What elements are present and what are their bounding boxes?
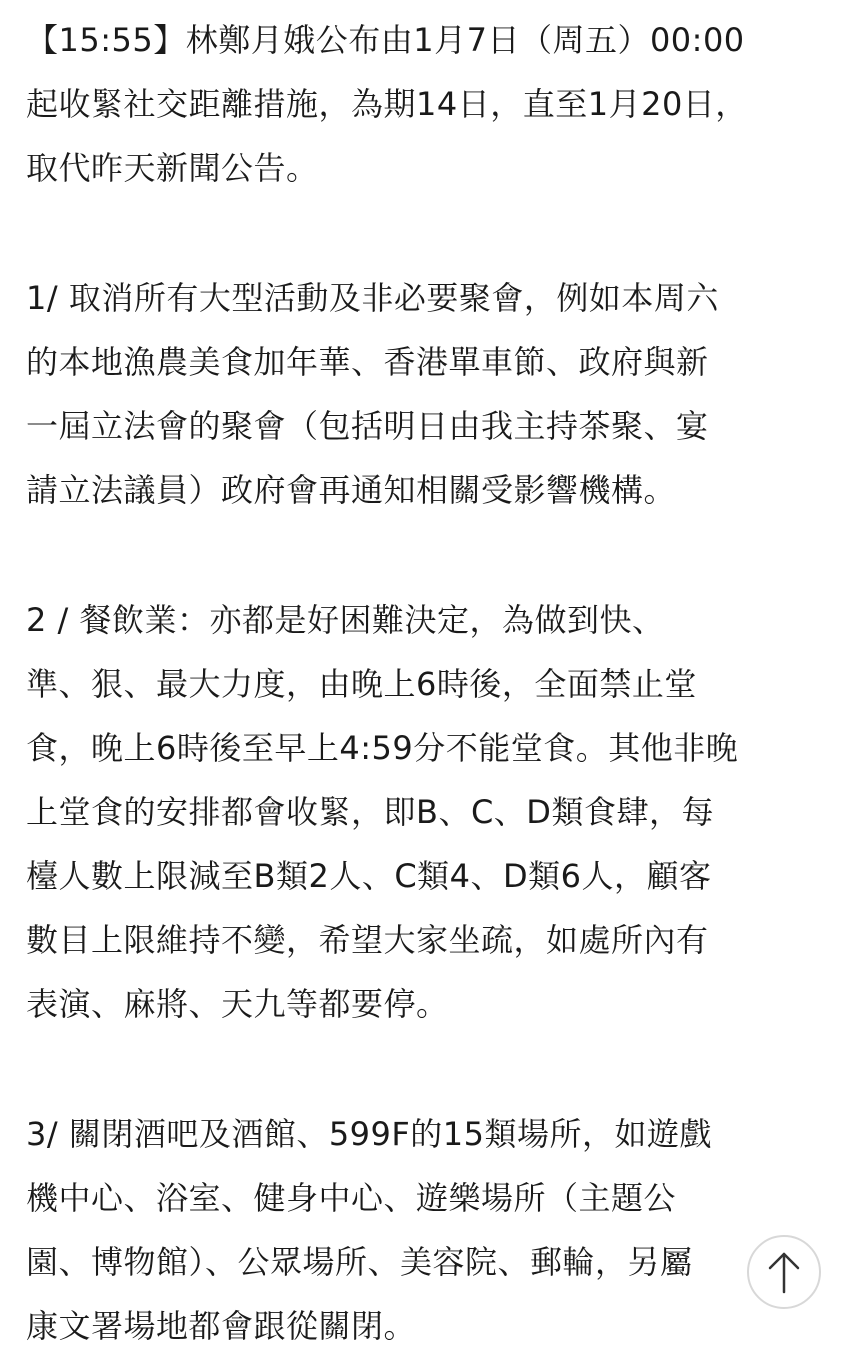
text-line: 2 / 餐飲業：亦都是好困難決定，為做到快、: [26, 601, 665, 639]
text-line: 上堂食的安排都會收緊，即B、C、D類食肆，每: [26, 793, 714, 831]
text-line: 準、狠、最大力度，由晚上6時後，全面禁止堂: [26, 665, 697, 703]
text-line: 起收緊社交距離措施，為期14日，直至1月20日，: [26, 85, 748, 123]
text-line: 食，晚上6時後至早上4:59分不能堂食。其他非晚: [26, 729, 739, 767]
text-line: 【15:55】林鄭月娥公布由1月7日（周五）00:00: [26, 21, 745, 59]
text-line: 數目上限維持不變，希望大家坐疏，如處所內有: [26, 921, 709, 959]
text-line: 康文署場地都會跟從關閉。: [26, 1307, 417, 1345]
text-line: 1/ 取消所有大型活動及非必要聚會，例如本周六: [26, 279, 719, 317]
paragraph-item-1: [26, 266, 826, 522]
text-line: 機中心、浴室、健身中心、遊樂場所（主題公: [26, 1179, 677, 1217]
scroll-to-top-button[interactable]: [747, 1235, 821, 1309]
text-line: 請立法議員）政府會再通知相關受影響機構。: [26, 471, 677, 509]
text-line: 表演、麻將、天九等都要停。: [26, 985, 449, 1023]
text-line: 園、博物館）、公眾場所、美容院、郵輪，另屬: [26, 1243, 693, 1281]
text-line: 3/ 關閉酒吧及酒館、599F的15類場所，如遊戲: [26, 1115, 713, 1153]
text-line: 一屆立法會的聚會（包括明日由我主持茶聚、宴: [26, 407, 709, 445]
paragraph-intro: [26, 8, 826, 200]
arrow-up-icon: [764, 1248, 804, 1296]
paragraph-item-3: [26, 1102, 826, 1358]
text-line: 的本地漁農美食加年華、香港單車節、政府與新: [26, 343, 709, 381]
paragraph-item-2: [26, 588, 826, 1036]
text-line: 取代昨天新聞公告。: [26, 149, 319, 187]
article-body: [26, 8, 826, 1358]
text-line: 檯人數上限減至B類2人、C類4、D類6人，顧客: [26, 857, 712, 895]
